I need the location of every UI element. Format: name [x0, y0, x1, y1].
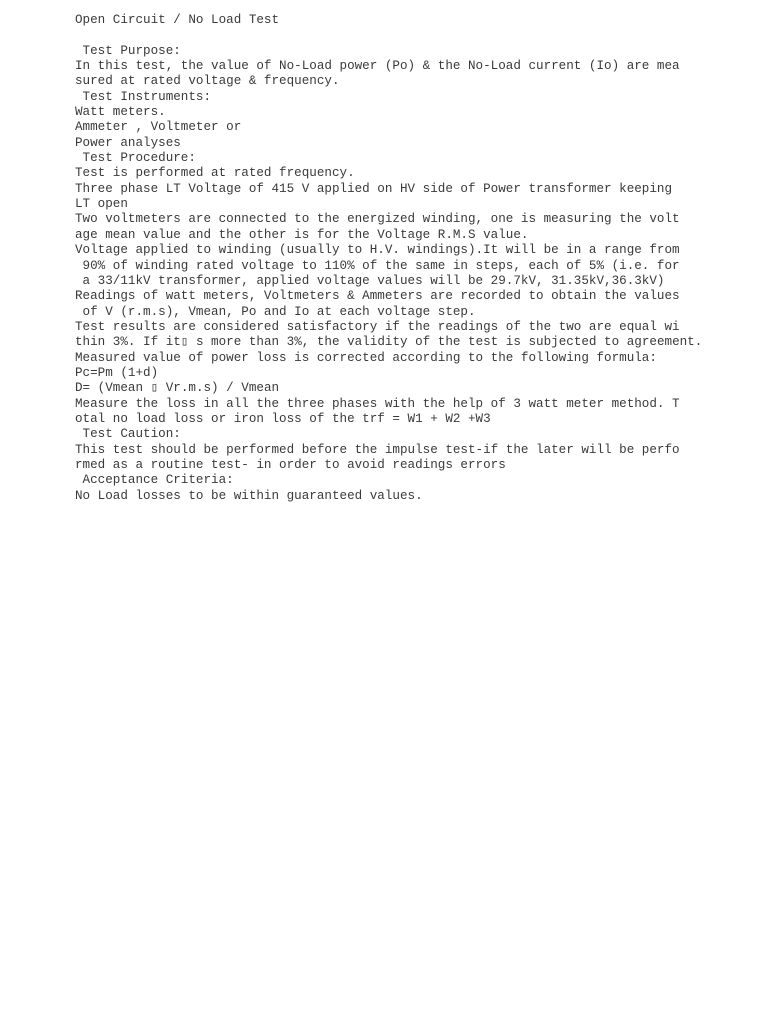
- heading-test-purpose: Test Purpose:: [75, 43, 181, 58]
- text-line: 90% of winding rated voltage to 110% of the same in steps, each of 5% (i.e. for: [75, 258, 680, 273]
- text-line: No Load losses to be within guaranteed values.: [75, 488, 423, 503]
- text-line: In this test, the value of No-Load power (Po) & the No-Load current (Io) are mea: [75, 59, 680, 74]
- text-line: Test is performed at rated frequency.: [75, 166, 355, 181]
- text-line: rmed as a routine test- in order to avoid readings errors: [75, 457, 506, 472]
- text-line: Power analyses: [75, 135, 181, 150]
- text-line: Voltage applied to winding (usually to H.V. windings).It will be in a range from: [75, 243, 680, 258]
- formula-line: Pc=Pm (1+d): [75, 365, 159, 380]
- text-line: Readings of watt meters, Voltmeters & Ammeters are recorded to obtain the values: [75, 289, 680, 304]
- text-line: Measured value of power loss is corrected according to the following formula:: [75, 350, 657, 365]
- text-line: otal no load loss or iron loss of the trf = W1 + W2 +W3: [75, 411, 491, 426]
- text-line: a 33/11kV transformer, applied voltage values will be 29.7kV, 31.35kV,36.3kV): [75, 273, 665, 288]
- heading-acceptance-criteria: Acceptance Criteria:: [75, 473, 234, 488]
- text-line: Ammeter , Voltmeter or: [75, 120, 242, 135]
- text-line: LT open: [75, 197, 128, 212]
- text-line: sured at rated voltage & frequency.: [75, 74, 340, 89]
- blank-line: [75, 28, 755, 43]
- heading-test-procedure: Test Procedure:: [75, 151, 196, 166]
- text-line: This test should be performed before the impulse test-if the later will be perfo: [75, 442, 680, 457]
- text-line: Measure the loss in all the three phases with the help of 3 watt meter method. T: [75, 396, 680, 411]
- text-line: age mean value and the other is for the Voltage R.M.S value.: [75, 227, 529, 242]
- text-line: of V (r.m.s), Vmean, Po and Io at each voltage step.: [75, 304, 476, 319]
- document-title: Open Circuit / No Load Test: [75, 13, 280, 27]
- document-page: [75, 13, 755, 504]
- heading-test-instruments: Test Instruments:: [75, 89, 212, 104]
- heading-test-caution: Test Caution:: [75, 427, 181, 442]
- text-line: Watt meters.: [75, 105, 166, 120]
- text-line: Test results are considered satisfactory if the readings of the two are equal wi: [75, 319, 680, 334]
- text-line: Three phase LT Voltage of 415 V applied on HV side of Power transformer keeping: [75, 181, 673, 196]
- text-line: thin 3%. If it▯ s more than 3%, the validity of the test is subjected to agreement.: [75, 335, 703, 350]
- text-line: Two voltmeters are connected to the energized winding, one is measuring the volt: [75, 212, 680, 227]
- formula-line: D= (Vmean ▯ Vr.m.s) / Vmean: [75, 381, 280, 396]
